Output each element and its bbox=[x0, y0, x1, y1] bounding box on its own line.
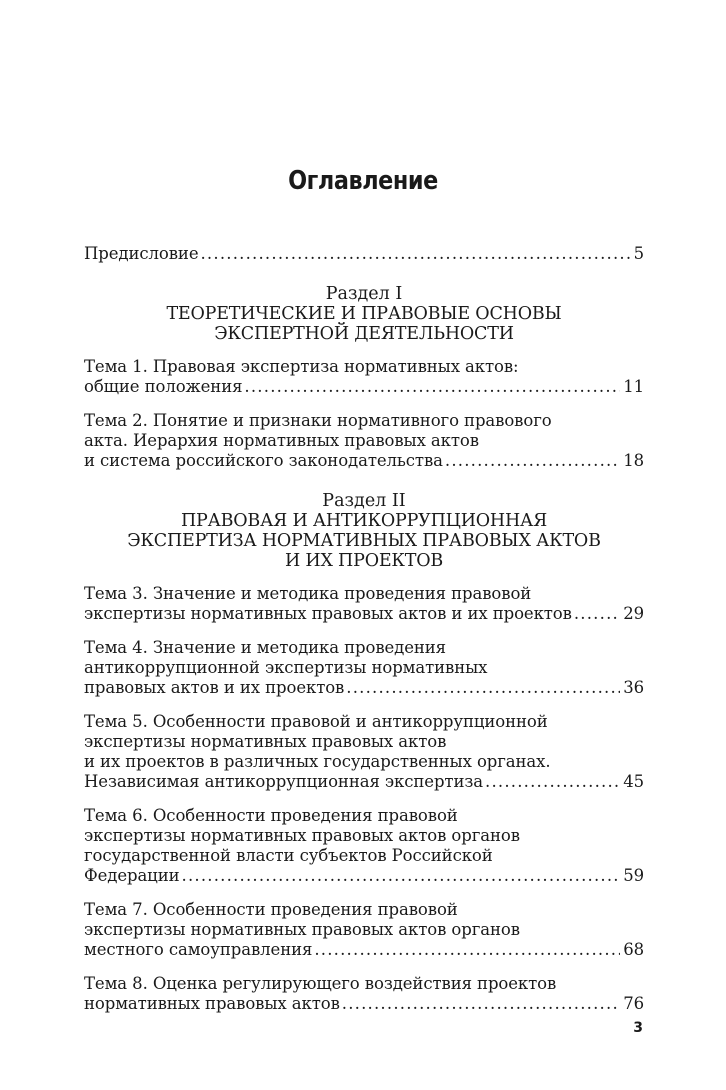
toc-entry-line: местного самоуправления bbox=[84, 940, 313, 959]
toc-page-number: 11 bbox=[623, 377, 644, 396]
section-number: Раздел II bbox=[322, 491, 406, 511]
toc-sections bbox=[84, 284, 644, 1014]
toc-entry-line: государственной власти субъектов Российской bbox=[84, 846, 493, 865]
leader-dots bbox=[574, 604, 620, 624]
toc-entry-last-line bbox=[84, 678, 644, 698]
section-name-line: ЭКСПЕРТНОЙ ДЕЯТЕЛЬНОСТИ bbox=[214, 324, 514, 344]
toc-entry-line: Независимая антикоррупционная экспертиза bbox=[84, 772, 483, 791]
leader-dots bbox=[182, 866, 621, 886]
toc-entry-topic[interactable] bbox=[84, 584, 644, 624]
toc-entry-line: общие положения bbox=[84, 377, 243, 396]
toc-entry-last-line bbox=[84, 377, 644, 397]
toc-entry-topic[interactable] bbox=[84, 357, 644, 397]
section-name-line: И ИХ ПРОЕКТОВ bbox=[284, 551, 444, 571]
toc-entry-last-line bbox=[84, 994, 644, 1014]
toc-entry-preface[interactable] bbox=[84, 244, 644, 264]
toc-entry-line: Тема 2. Понятие и признаки нормативного правового bbox=[84, 411, 552, 430]
leader-dots bbox=[346, 678, 620, 698]
section-name-line: ЭКСПЕРТИЗА НОРМАТИВНЫХ ПРАВОВЫХ АКТОВ bbox=[127, 531, 601, 551]
toc-entry-topic[interactable] bbox=[84, 411, 644, 471]
toc-entry-line: экспертизы нормативных правовых актов органов bbox=[84, 826, 520, 845]
page-title: Оглавление bbox=[288, 166, 438, 196]
toc-entry-topic[interactable] bbox=[84, 712, 644, 792]
toc-page-number: 76 bbox=[623, 994, 644, 1013]
toc-page-number: 45 bbox=[623, 772, 644, 791]
section-heading bbox=[84, 284, 644, 344]
section-heading bbox=[84, 491, 644, 571]
section-name-line: ТЕОРЕТИЧЕСКИЕ И ПРАВОВЫЕ ОСНОВЫ bbox=[166, 304, 562, 324]
toc-entry-line: экспертизы нормативных правовых актов и их проектов bbox=[84, 604, 572, 623]
toc-page-number: 59 bbox=[623, 866, 644, 885]
toc-entry-line: Федерации bbox=[84, 866, 180, 885]
toc-page-number: 18 bbox=[623, 451, 644, 470]
toc-entry-line: антикоррупционной экспертизы нормативных bbox=[84, 658, 488, 677]
toc-entry-line: Тема 8. Оценка регулирующего воздействия проектов bbox=[84, 974, 557, 993]
toc-entry-topic[interactable] bbox=[84, 974, 644, 1014]
toc-entry-last-line bbox=[84, 866, 644, 886]
toc-entry-line: Тема 5. Особенности правовой и антикоррупционной bbox=[84, 712, 548, 731]
table-of-contents bbox=[84, 244, 644, 1028]
toc-entry-topic[interactable] bbox=[84, 900, 644, 960]
toc-page-number: 5 bbox=[633, 244, 644, 263]
toc-entry-line: Тема 1. Правовая экспертиза нормативных актов: bbox=[84, 357, 519, 376]
toc-entry-line: экспертизы нормативных правовых актов органов bbox=[84, 920, 520, 939]
section-name-line: ПРАВОВАЯ И АНТИКОРРУПЦИОННАЯ bbox=[180, 511, 548, 531]
toc-entry-line: Тема 7. Особенности проведения правовой bbox=[84, 900, 458, 919]
toc-entry-line: акта. Иерархия нормативных правовых актов bbox=[84, 431, 479, 450]
toc-page-number: 29 bbox=[623, 604, 644, 623]
toc-entry-line: Тема 6. Особенности проведения правовой bbox=[84, 806, 458, 825]
toc-entry-line: экспертизы нормативных правовых актов bbox=[84, 732, 447, 751]
leader-dots bbox=[200, 244, 630, 264]
section-number: Раздел I bbox=[325, 284, 403, 304]
toc-entry-line: и система российского законодательства bbox=[84, 451, 443, 470]
toc-entry-topic[interactable] bbox=[84, 806, 644, 886]
toc-entry-last-line bbox=[84, 772, 644, 792]
leader-dots bbox=[244, 377, 620, 397]
toc-entry-line: Тема 4. Значение и методика проведения bbox=[84, 638, 446, 657]
toc-page-number: 36 bbox=[623, 678, 644, 697]
page-number: 3 bbox=[633, 1020, 643, 1036]
toc-entry-last-line bbox=[84, 940, 644, 960]
toc-entry-last-line bbox=[84, 451, 644, 471]
toc-entry-last-line bbox=[84, 604, 644, 624]
toc-entry-line: нормативных правовых актов bbox=[84, 994, 340, 1013]
toc-entry-line: правовых актов и их проектов bbox=[84, 678, 345, 697]
leader-dots bbox=[342, 994, 620, 1014]
leader-dots bbox=[314, 940, 620, 960]
toc-page-number: 68 bbox=[623, 940, 644, 959]
toc-entry-topic[interactable] bbox=[84, 638, 644, 698]
toc-entry-text: Предисловие bbox=[84, 244, 199, 263]
leader-dots bbox=[445, 451, 620, 471]
toc-entry-line: Тема 3. Значение и методика проведения правовой bbox=[84, 584, 532, 603]
leader-dots bbox=[485, 772, 620, 792]
toc-entry-line: и их проектов в различных государственных органах. bbox=[84, 752, 551, 771]
